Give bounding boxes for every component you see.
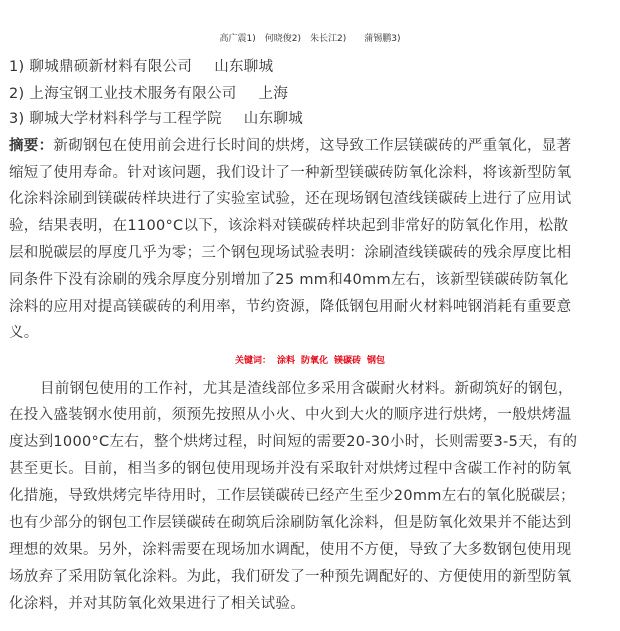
body-line: 甚至更长。目前，相当多的钢包使用现场并没有采取针对烘烤过程中含碳工作衬的防氧 bbox=[9, 461, 572, 477]
keyword-term: 镁碳砖 bbox=[334, 356, 362, 366]
affiliation-place: 山东聊城 bbox=[214, 59, 274, 75]
abstract-line: 涂料的应用对提高镁碳砖的利用率，节约资源，降低钢包用耐火材料吨钢消耗有重要意 bbox=[9, 299, 572, 315]
affiliation-place: 上海 bbox=[258, 86, 289, 102]
body-line: 化措施，导致烘烤完毕待用时，工作层镁碳砖已经产生至少20mm左右的氧化脱碳层； bbox=[9, 488, 575, 504]
body-line: 也有少部分的钢包工作层镁碳砖在砌筑后涂刷防氧化涂料，但是防氧化效果并不能达到 bbox=[9, 515, 572, 531]
affiliation-name: 1) 聊城鼎硕新材料有限公司 bbox=[9, 59, 193, 75]
body-line: 化涂料，并对其防氧化效果进行了相关试验。 bbox=[9, 596, 305, 612]
abstract-text: 新砌钢包在使用前会进行长时间的烘烤，这导致工作层镁碳砖的严重氧化，显著 bbox=[53, 138, 572, 154]
abstract-line: 缩短了使用寿命。针对该问题，我们设计了一种新型镁碳砖防氧化涂料，将该新型防氧 bbox=[9, 165, 572, 181]
affiliation-3 bbox=[9, 108, 303, 130]
abstract-line: 化涂料涂刷到镁碳砖样块进行了实验室试验，还在现场钢包渣线镁碳砖上进行了应用试 bbox=[9, 191, 572, 207]
affiliation-place: 山东聊城 bbox=[243, 111, 303, 127]
body-line: 理想的效果。另外，涂料需要在现场加水调配，使用不方便，导致了大多数钢包使用现 bbox=[9, 542, 572, 558]
affiliation-name: 3) 聊城大学材料科学与工程学院 bbox=[9, 111, 222, 127]
abstract-line bbox=[9, 135, 571, 157]
abstract-line: 层和脱碳层的厚度几乎为零；三个钢包现场试验表明：涂刷渣线镁碳砖的残余厚度比相 bbox=[9, 245, 572, 261]
body-line: 目前钢包使用的工作衬，尤其是渣线部位多采用含碳耐火材料。新砌筑好的钢包， bbox=[40, 381, 573, 397]
author-list: 高广震1) 何晓俊2) 朱长江2) 蒲锡鹏3) bbox=[219, 34, 401, 44]
affiliation-1 bbox=[9, 56, 273, 78]
abstract-line: 验，结果表明，在1100°C以下，该涂料对镁碳砖样块起到非常好的防氧化作用，松散 bbox=[9, 218, 569, 234]
abstract-line: 同条件下没有涂刷的残余厚度分别增加了25 mm和40mm左右，该新型镁碳砖防氧化 bbox=[9, 272, 569, 288]
keywords-label: 关键词： bbox=[234, 356, 271, 366]
keywords-line bbox=[0, 350, 620, 372]
keyword-term: 防氧化 bbox=[300, 356, 328, 366]
abstract-label: 摘要： bbox=[9, 138, 54, 154]
affiliation-name: 2) 上海宝钢工业技术服务有限公司 bbox=[9, 86, 237, 102]
body-line: 度达到1000°C左右，整个烘烤过程，时间短的需要20-30小时，长则需要3-5天，有的 bbox=[9, 434, 578, 450]
body-line: 场放弃了采用防氧化涂料。为此，我们研发了一种预先调配好的、方便使用的新型防氧 bbox=[9, 569, 572, 585]
body-line: 在投入盛装钢水使用前，须预先按照从小火、中火到大火的顺序进行烘烤，一般烘烤温 bbox=[9, 407, 572, 423]
affiliation-2 bbox=[9, 83, 288, 105]
keyword-term: 涂料 bbox=[276, 356, 295, 366]
keyword-term: 钢包 bbox=[367, 356, 386, 366]
abstract-line: 义。 bbox=[9, 325, 39, 341]
